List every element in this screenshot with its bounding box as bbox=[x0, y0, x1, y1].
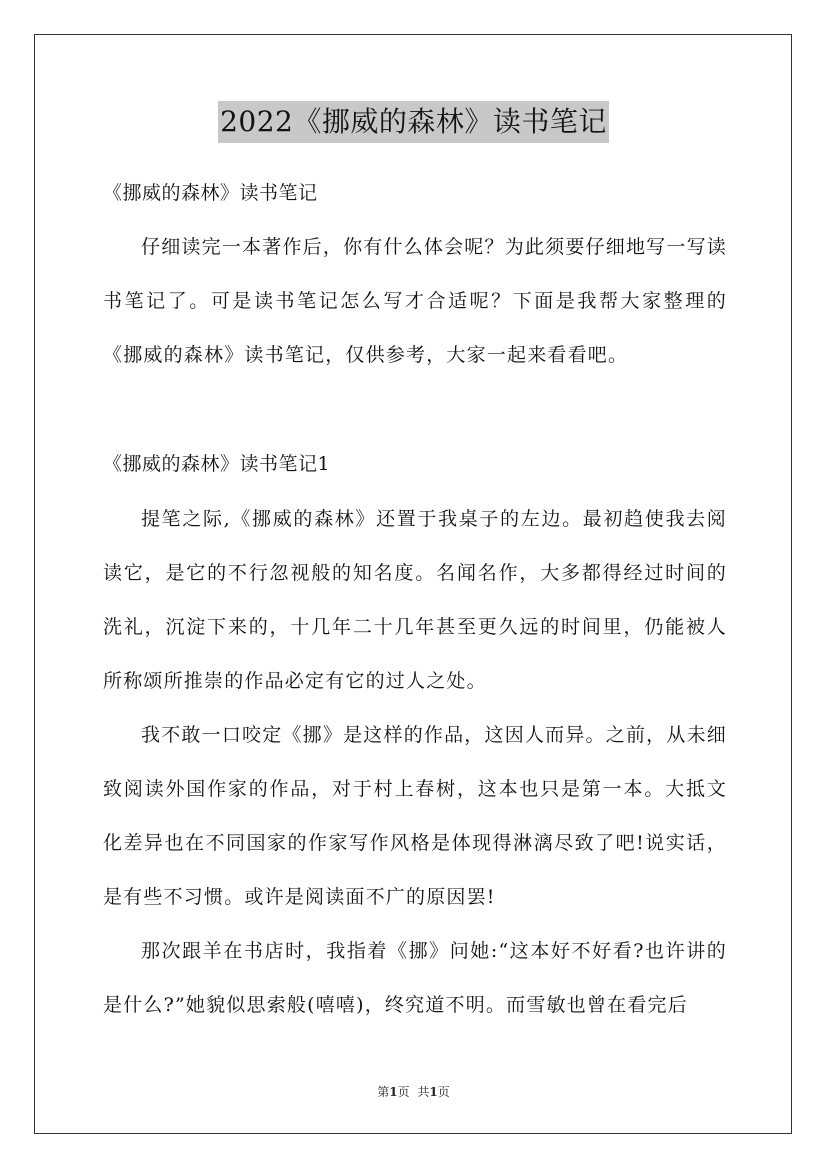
footer-page-suffix: 页 bbox=[397, 1085, 410, 1099]
page-footer bbox=[0, 1083, 827, 1101]
footer-page-number: 1 bbox=[389, 1085, 398, 1099]
body-content bbox=[103, 492, 727, 1032]
document-subtitle: 《挪威的森林》读书笔记 bbox=[103, 182, 318, 204]
body-paragraph-2: 我不敢一口咬定《挪》是这样的作品，这因人而异。之前，从未细致阅读外国作家的作品，对于村上春树，这本也只是第一本。大抵文化差异也在不同国家的作家写作风格是体现得淋漓尽致了吧!说实话，是有些不习惯。或许是阅读面不广的原因罢! bbox=[103, 724, 727, 908]
footer-total-suffix: 页 bbox=[437, 1085, 450, 1099]
body-paragraph-3: 那次跟羊在书店时，我指着《挪》问她:“这本好不好看?也许讲的是什么?”她貌似思索般(嘻嘻)，终究道不明。而雪敏也曾在看完后 bbox=[103, 940, 727, 1016]
footer-page-prefix: 第 bbox=[377, 1085, 390, 1099]
footer-total-prefix: 共 bbox=[417, 1085, 430, 1099]
intro-paragraph: 仔细读完一本著作后，你有什么体会呢？为此须要仔细地写一写读书笔记了。可是读书笔记怎么写才合适呢？下面是我帮大家整理的《挪威的森林》读书笔记，仅供参考，大家一起来看看吧。 bbox=[103, 236, 727, 366]
body-paragraph-1: 提笔之际,《挪威的森林》还置于我桌子的左边。最初趋使我去阅读它，是它的不行忽视般的知名度。名闻名作，大多都得经过时间的洗礼，沉淀下来的，十几年二十几年甚至更久远的时间里，仍能被人所称颂所推崇的作品必定有它的过人之处。 bbox=[103, 508, 727, 692]
footer-total-number: 1 bbox=[429, 1085, 438, 1099]
document-title: 2022《挪威的森林》读书笔记 bbox=[218, 101, 609, 143]
title-container bbox=[0, 101, 827, 143]
section-heading: 《挪威的森林》读书笔记1 bbox=[103, 453, 331, 475]
